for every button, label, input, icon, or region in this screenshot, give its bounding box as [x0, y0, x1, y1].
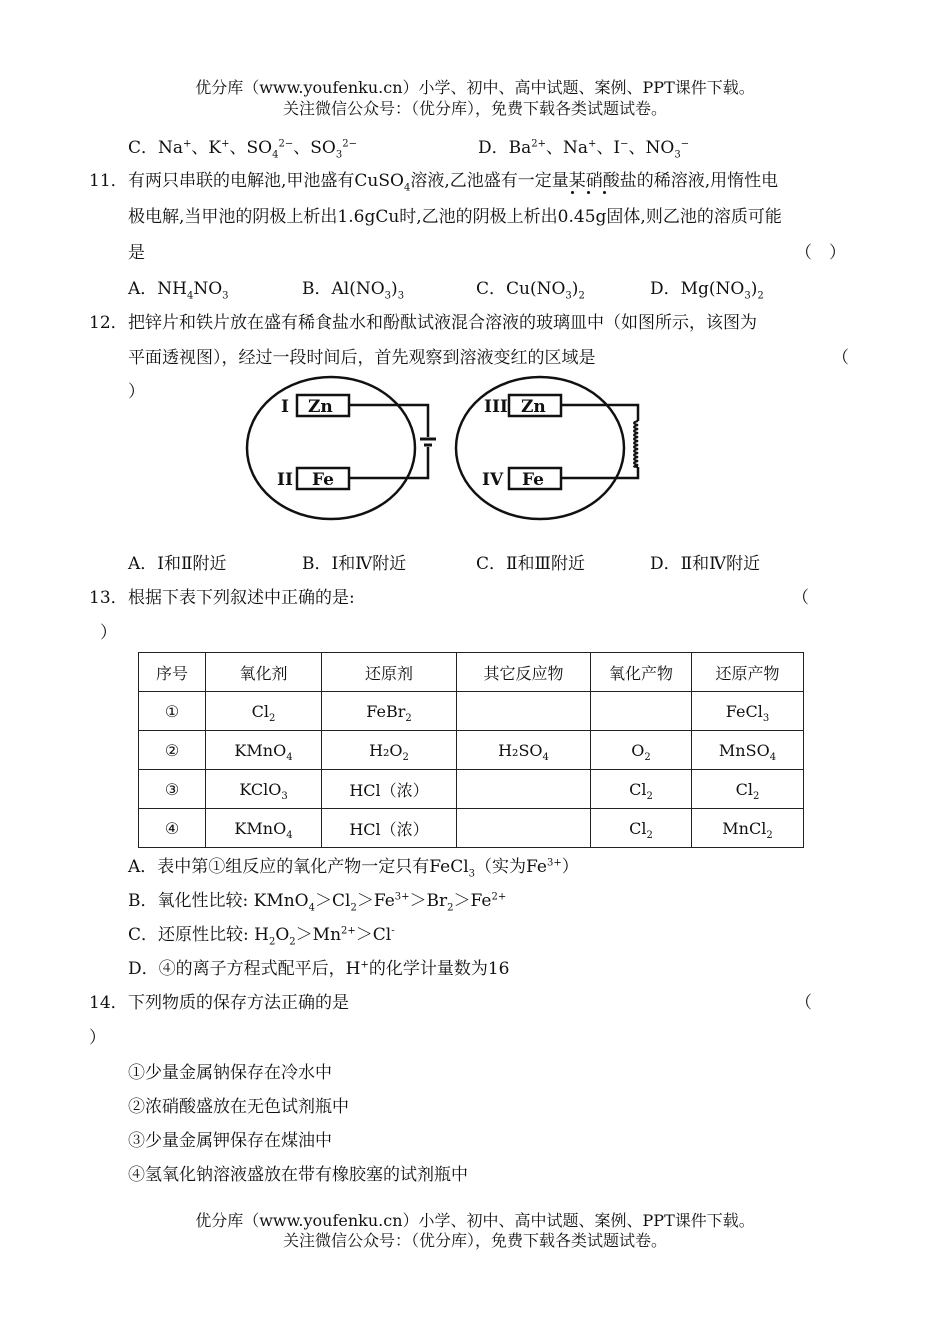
q13-number: 13．: [89, 588, 128, 608]
cell-ox-product: $Cl_2$: [591, 770, 692, 809]
q14-paren-open: （: [795, 993, 812, 1013]
q11-number: 11．: [89, 171, 128, 191]
header-cell: 还原剂: [322, 653, 457, 692]
cell-red-product: FeCl$_3$: [692, 692, 804, 731]
cell-other: [457, 809, 591, 848]
q14-item: ①少量金属钠保存在冷水中: [128, 1063, 332, 1083]
q11-option-c: C．$Cu(NO_3)_2$: [476, 279, 585, 302]
q14-item: ③少量金属钾保存在煤油中: [128, 1131, 332, 1151]
header-cell: 氧化剂: [206, 653, 322, 692]
q12-option-b: B．Ⅰ和Ⅳ附近: [302, 554, 407, 574]
metal-label-fe-4: Fe: [522, 470, 544, 490]
table-header-row: [139, 653, 804, 692]
q13-option-a: A．表中第①组反应的氧化产物一定只有FeCl$_3$（实为$Fe^{3+}$）: [128, 857, 579, 880]
q13-option-c: C．还原性比较: $H_2O_2>Mn^{2+}>Cl^-$: [128, 925, 395, 948]
cell-index: ④: [139, 809, 206, 848]
q10-option-d: D．$Ba^{2+}$、Na+、I−、$NO_3^-$: [478, 138, 690, 161]
table-row: [139, 770, 804, 809]
header-line-1: 优分库（www.youfenku.cn）小学、初中、高中试题、案例、PPT课件下载。: [195, 78, 755, 97]
q11-line-1: 有两只串联的电解池,甲池盛有CuSO$_4$溶液,乙池盛有一定量某硝酸盐的稀溶液,用惰性电: [128, 171, 779, 194]
q10-option-c: C．Na+、K+、$SO_4^{2-}$、$SO_3^{2-}$: [128, 138, 357, 161]
q11-line-2: 极电解,当甲池的阴极上析出1.6gCu时,乙池的阴极上析出0.45g固体,则乙池的溶质可能: [128, 207, 782, 227]
table-row: [139, 731, 804, 770]
q12-option-a: A．Ⅰ和Ⅱ附近: [128, 554, 227, 574]
cell-red-product: MnCl$_2$: [692, 809, 804, 848]
cell-other: [457, 692, 591, 731]
cell-oxidant: KMnO$_4$: [206, 809, 322, 848]
emphasis-dot: [571, 191, 574, 194]
cell-oxidant: $Cl_2$: [206, 692, 322, 731]
q14-number: 14．: [89, 993, 128, 1013]
cell-other: [457, 770, 591, 809]
metal-label-zn-3: Zn: [521, 397, 546, 417]
header-cell: 序号: [139, 653, 206, 692]
q13-option-b: B．氧化性比较: $KMnO_4>Cl_2>Fe^{3+}>Br_2>Fe^{2+}$: [128, 891, 507, 914]
redox-table: [138, 652, 804, 848]
cell-ox-product: $Cl_2$: [591, 809, 692, 848]
q14-paren-close: ）: [89, 1028, 106, 1048]
q12-line-2: 平面透视图），经过一段时间后，首先观察到溶液变红的区域是: [128, 348, 596, 368]
q12-number: 12．: [89, 313, 128, 333]
q13-paren-close: ）: [100, 623, 117, 643]
right-wire-bottom: [561, 467, 638, 478]
q14-stem: 下列物质的保存方法正确的是: [128, 993, 349, 1013]
metal-label-fe-2: Fe: [312, 470, 334, 490]
q13-paren-open: （: [792, 588, 809, 608]
q12-option-d: D．Ⅱ和Ⅳ附近: [650, 554, 761, 574]
table-row: [139, 692, 804, 731]
q14-item: ④氢氧化钠溶液盛放在带有橡胶塞的试剂瓶中: [128, 1165, 468, 1185]
q11-line-3: 是: [128, 243, 145, 263]
q11-option-d: D．$Mg(NO_3)_2$: [650, 279, 764, 302]
electrochem-diagram: [244, 375, 644, 525]
cell-reductant: $H_2O_2$: [322, 731, 457, 770]
right-wire-top: [561, 405, 638, 421]
footer-line-1: 优分库（www.youfenku.cn）小学、初中、高中试题、案例、PPT课件下载。: [195, 1211, 755, 1230]
header-cell: 还原产物: [692, 653, 804, 692]
cell-red-product: MnSO$_4$: [692, 731, 804, 770]
q12-line-1: 把锌片和铁片放在盛有稀食盐水和酚酞试液混合溶液的玻璃皿中（如图所示，该图为: [128, 313, 757, 333]
roman-label-4: IV: [482, 470, 504, 490]
q11-option-b: B．$Al(NO_3)_3$: [302, 279, 405, 302]
cell-reductant: FeBr$_2$: [322, 692, 457, 731]
q13-stem: 根据下表下列叙述中正确的是:: [128, 588, 355, 608]
cell-index: ③: [139, 770, 206, 809]
metal-label-zn-1: Zn: [308, 397, 333, 417]
left-wire: [349, 405, 428, 437]
q14-item: ②浓硝酸盛放在无色试剂瓶中: [128, 1097, 349, 1117]
table-row: [139, 809, 804, 848]
emphasis-dot: [587, 191, 590, 194]
cell-oxidant: KClO$_3$: [206, 770, 322, 809]
cell-oxidant: KMnO$_4$: [206, 731, 322, 770]
cell-index: ①: [139, 692, 206, 731]
q12-option-c: C．Ⅱ和Ⅲ附近: [476, 554, 585, 574]
cell-other: $H_2SO_4$: [457, 731, 591, 770]
q12-paren-open: （: [832, 348, 849, 368]
cell-reductant: HCl（浓）: [322, 770, 457, 809]
left-wire-bottom: [349, 447, 428, 478]
cell-ox-product: $O_2$: [591, 731, 692, 770]
header-cell: 氧化产物: [591, 653, 692, 692]
roman-label-1: I: [281, 397, 289, 417]
q13-option-d: D．④的离子方程式配平后，H+的化学计量数为16: [128, 959, 510, 979]
cell-index: ②: [139, 731, 206, 770]
roman-label-3: III: [484, 397, 508, 417]
q12-paren-close: ）: [128, 382, 145, 402]
q11-answer-paren: （ ）: [795, 243, 846, 263]
header-line-2: 关注微信公众号：（优分库），免费下载各类试题试卷。: [282, 99, 667, 118]
cell-red-product: $Cl_2$: [692, 770, 804, 809]
footer-line-2: 关注微信公众号：（优分库），免费下载各类试题试卷。: [282, 1231, 667, 1250]
cell-reductant: HCl（浓）: [322, 809, 457, 848]
header-cell: 其它反应物: [457, 653, 591, 692]
q11-option-a: A．$NH_4NO_3$: [128, 279, 229, 302]
resistor-coil: [634, 421, 638, 467]
cell-ox-product: [591, 692, 692, 731]
roman-label-2: II: [277, 470, 293, 490]
emphasis-dot: [603, 191, 606, 194]
